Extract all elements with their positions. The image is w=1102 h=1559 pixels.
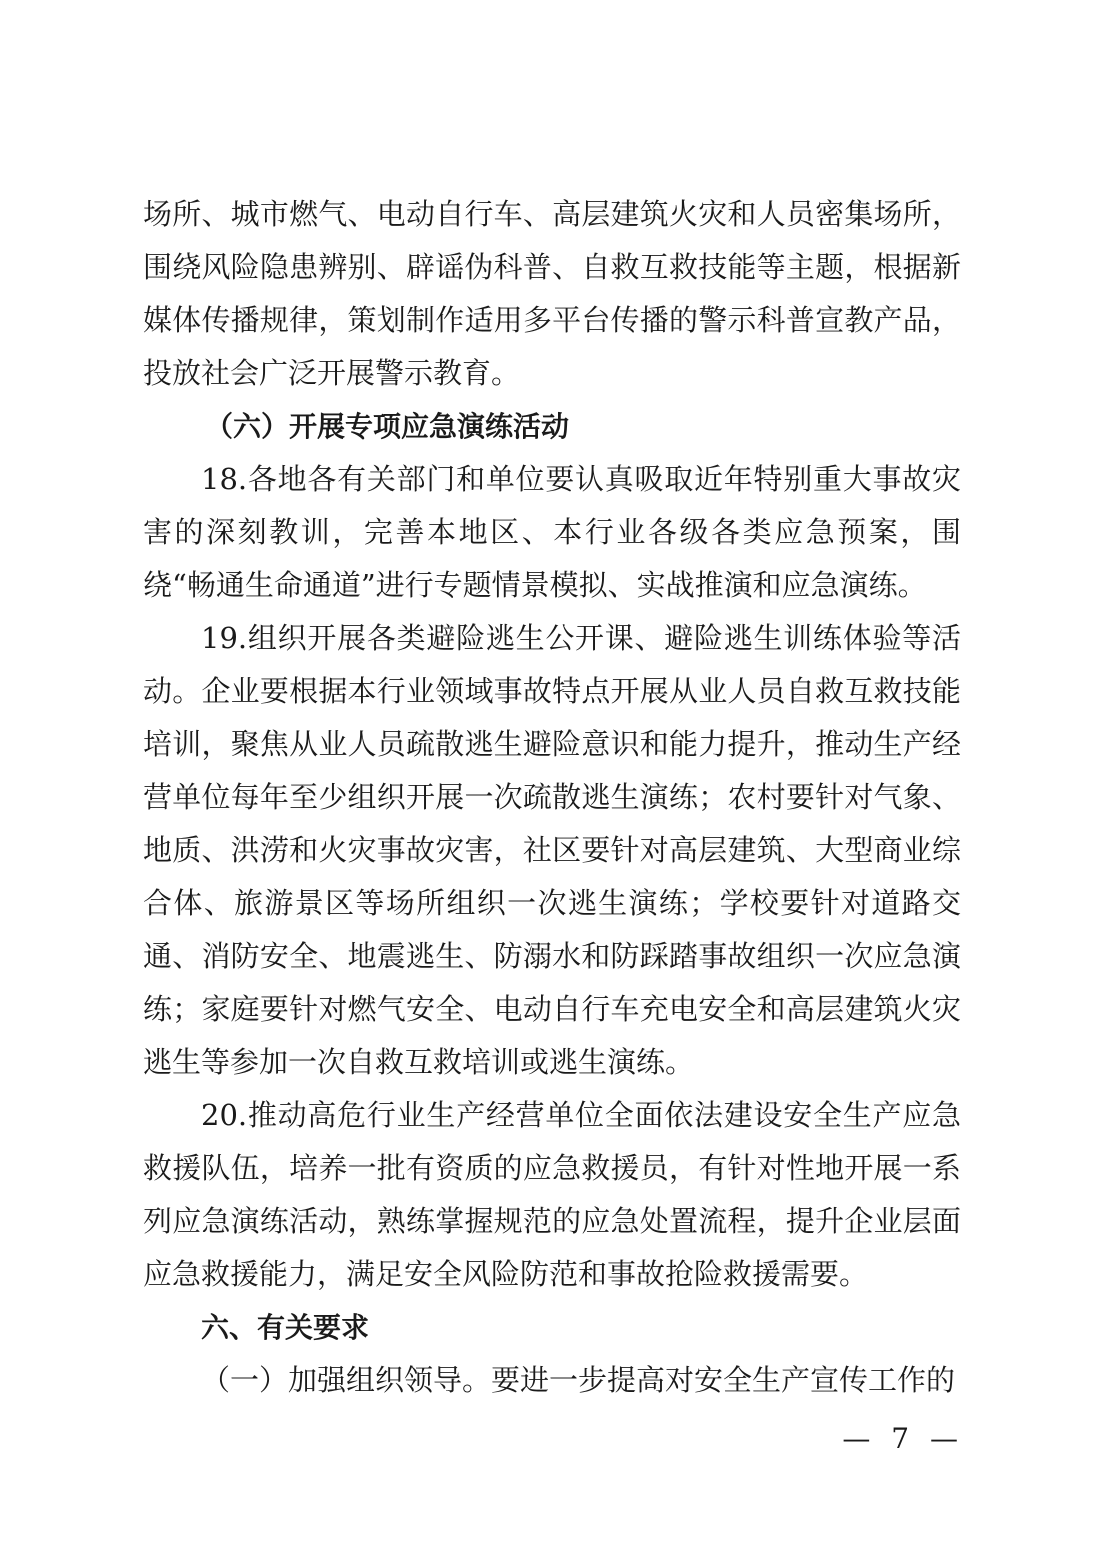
page-number: — 7 — [842, 1422, 964, 1455]
paragraph-item-19: 19.组织开展各类避险逃生公开课、避险逃生训练体验等活动。企业要根据本行业领域事故特点开展从业人员自救互救技能培训，聚焦从业人员疏散逃生避险意识和能力提升，推动生产经营单位每年至少组织开展一次疏散逃生演练；农村要针对气象、地质、洪涝和火灾事故灾害，社区要针对高层建筑、大型商业综合体、旅游景区等场所组织一次逃生演练；学校要针对道路交通、消防安全、地震逃生、防溺水和防踩踏事故组织一次应急演练；家庭要针对燃气安全、电动自行车充电安全和高层建筑火灾逃生等参加一次自救互救培训或逃生演练。 [143, 621, 961, 1079]
paragraph-organization: （一）加强组织领导。要进一步提高对安全生产宣传工作的 [201, 1363, 956, 1397]
paragraph-item-18: 18.各地各有关部门和单位要认真吸取近年特别重大事故灾害的深刻教训，完善本地区、本行业各级各类应急预案，围绕“畅通生命通道”进行专题情景模拟、实战推演和应急演练。 [143, 462, 961, 602]
paragraph-item-20: 20.推动高危行业生产经营单位全面依法建设安全生产应急救援队伍，培养一批有资质的应急救援员，有针对性地开展一系列应急演练活动，熟练掌握规范的应急处置流程，提升企业层面应急救援能力，满足安全风险防范和事故抢险救援需要。 [143, 1098, 961, 1291]
paragraph-continuation: 场所、城市燃气、电动自行车、高层建筑火灾和人员密集场所，围绕风险隐患辨别、辟谣伪科普、自救互救技能等主题，根据新媒体传播规律，策划制作适用多平台传播的警示科普宣教产品，投放社会广泛开展警示教育。 [143, 197, 961, 390]
section-heading-requirements: 六、有关要求 [201, 1311, 370, 1344]
document-body [143, 188, 961, 1407]
subsection-heading-6: （六）开展专项应急演练活动 [205, 410, 570, 443]
